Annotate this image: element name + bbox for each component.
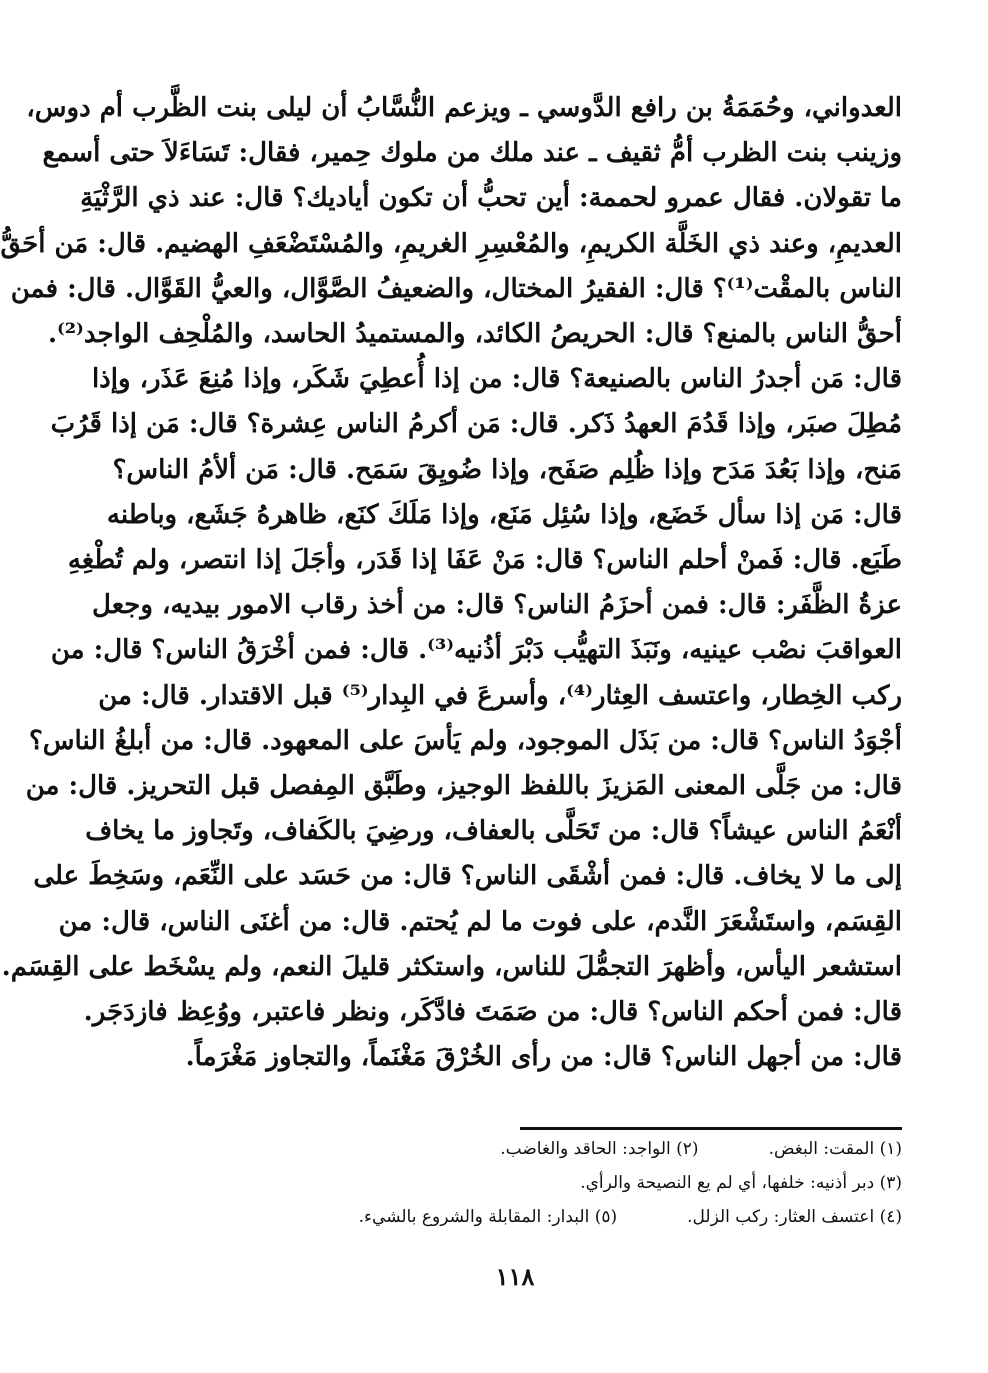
body-line: مُطِلَ صبَر، وإذا قَدُمَ العهدُ ذَكر. قال: مَن أكرمُ الناس عِشرة؟ قال: مَن إذا قَرُبَ <box>50 409 902 440</box>
body-line: وزينب بنت الظرب أمُّ ثقيف ـ عند ملك من ملوك حِمير، فقال: تَسَاءَلاَ حتى أسمع <box>42 138 902 169</box>
footnote-1: (١) المقت: البغض. <box>768 1139 902 1159</box>
body-text <box>0 86 902 1080</box>
body-line: قال: من جَلَّى المعنى المَزيزَ باللفظ الوجيز، وطَبَّق المِفصل قبل التحريز. قال: من <box>25 771 902 802</box>
footnote-line <box>130 1132 902 1166</box>
body-line: قال: من أجهل الناس؟ قال: من رأى الخُرْقَ مَغْنَماً، والتجاوز مَغْرَماً. <box>185 1042 902 1073</box>
body-line: العديمِ، وعند ذي الخَلَّة الكريمِ، والمُعْسِرِ الغريمِ، والمُسْتَضْعَفِ الهضيم. قال: مَن أحَقُّ <box>0 228 902 259</box>
body-line: ركب الخِطار، واعتسف العِثار⁽⁴⁾، وأسرعَ في البِدار⁽⁵⁾ قبل الاقتدار. قال: من <box>98 680 902 711</box>
body-line: الناس بالمقْت⁽¹⁾؟ قال: الفقيرُ المختال، والضعيفُ الصَّوَّال، والعيُّ القَوَّال. قال: فمن <box>10 273 902 304</box>
body-line: إلى ما لا يخاف. قال: فمن أشْقَى الناس؟ قال: من حَسَد على النِّعَم، وسَخِطَ على <box>33 861 902 892</box>
body-line: العواقبَ نصْب عينيه، ونَبَذَ التهيُّب دَبْرَ أذُنيه⁽³⁾. قال: فمن أخْرَقُ الناس؟ قال: من <box>50 635 902 666</box>
body-line: قال: فمن أحكم الناس؟ قال: من صَمَتَ فادَّكَر، ونظر فاعتبر، ووُعِظ فازدَجَر. <box>83 997 902 1028</box>
body-line: أحقُّ الناس بالمنع؟ قال: الحريصُ الكائد، والمستميدُ الحاسد، والمُلْحِف الواجد⁽²⁾. <box>47 319 902 350</box>
footnote-5: (٥) البدار: المقابلة والشروع بالشيء. <box>358 1207 618 1227</box>
body-line: مَنح، وإذا بَعُدَ مَدَح وإذا ظُلِم صَفَح، وإذا ضُويِقَ سَمَح. قال: مَن ألأمُ الناس؟ <box>112 454 902 485</box>
body-line: أجْوَدُ الناس؟ قال: من بَذَل الموجود، ولم يَأسَ على المعهود. قال: من أبلغُ الناس؟ <box>29 725 902 756</box>
body-line: قال: مَن إذا سأل خَضَع، وإذا سُئِل مَنَع، وإذا مَلَكَ كنَع، ظاهرهُ جَشَع، وباطنه <box>106 499 902 530</box>
body-line: قال: مَن أجدرُ الناس بالصنيعة؟ قال: من إذا أُعطِيَ شَكَر، وإذا مُنِعَ عَذَر، وإذا <box>91 364 902 395</box>
footnote-line <box>130 1166 902 1200</box>
footnote-2: (٢) الواجد: الحاقد والغاضب. <box>500 1139 699 1159</box>
body-line: استشعر اليأس، وأظهرَ التجمُّلَ للناس، واستكثر قليلَ النعم، ولم يسْخَط على القِسَم. <box>1 951 902 982</box>
body-line: ما تقولان. فقال عمرو لحممة: أين تحبُّ أن تكون أياديك؟ قال: عند ذي الرَّثْيَةِ <box>80 183 902 214</box>
body-line: القِسَم، واستَشْعَرَ النَّدم، على فوت ما لم يُحتم. قال: من أغنَى الناس، قال: من <box>58 906 902 937</box>
footnote-3: (٣) دبر أذنيه: خلفها، أي لم يع النصيحة والرأي. <box>580 1173 902 1193</box>
footnote-line <box>130 1200 902 1234</box>
footnotes <box>130 1132 902 1234</box>
footnote-4: (٤) اعتسف العثار: ركب الزلل. <box>687 1207 902 1227</box>
body-line: عزةُ الظَّفَر: قال: فمن أحزَمُ الناس؟ قال: من أخذ رقاب الامور بيديه، وجعل <box>92 590 902 621</box>
body-line: أنْعَمُ الناس عيشاً؟ قال: من تَحَلَّى بالعفاف، ورضِيَ بالكَفاف، وتَجاوز ما يخاف <box>85 816 902 847</box>
body-line: العدواني، وحُمَمَةُ بن رافع الدَّوسي ـ ويزعم النُّسَّابُ أن ليلى بنت الظَّرب أم دوس، <box>26 93 902 123</box>
footnote-divider <box>520 1127 902 1130</box>
page-number: ١١٨ <box>495 1262 535 1291</box>
body-line: طَبَع. قال: فَمنْ أحلم الناس؟ قال: مَنْ عَفَا إذا قَدَر، وأجَلَ إذا انتصر، ولم تُطْغِهِ <box>67 545 902 576</box>
